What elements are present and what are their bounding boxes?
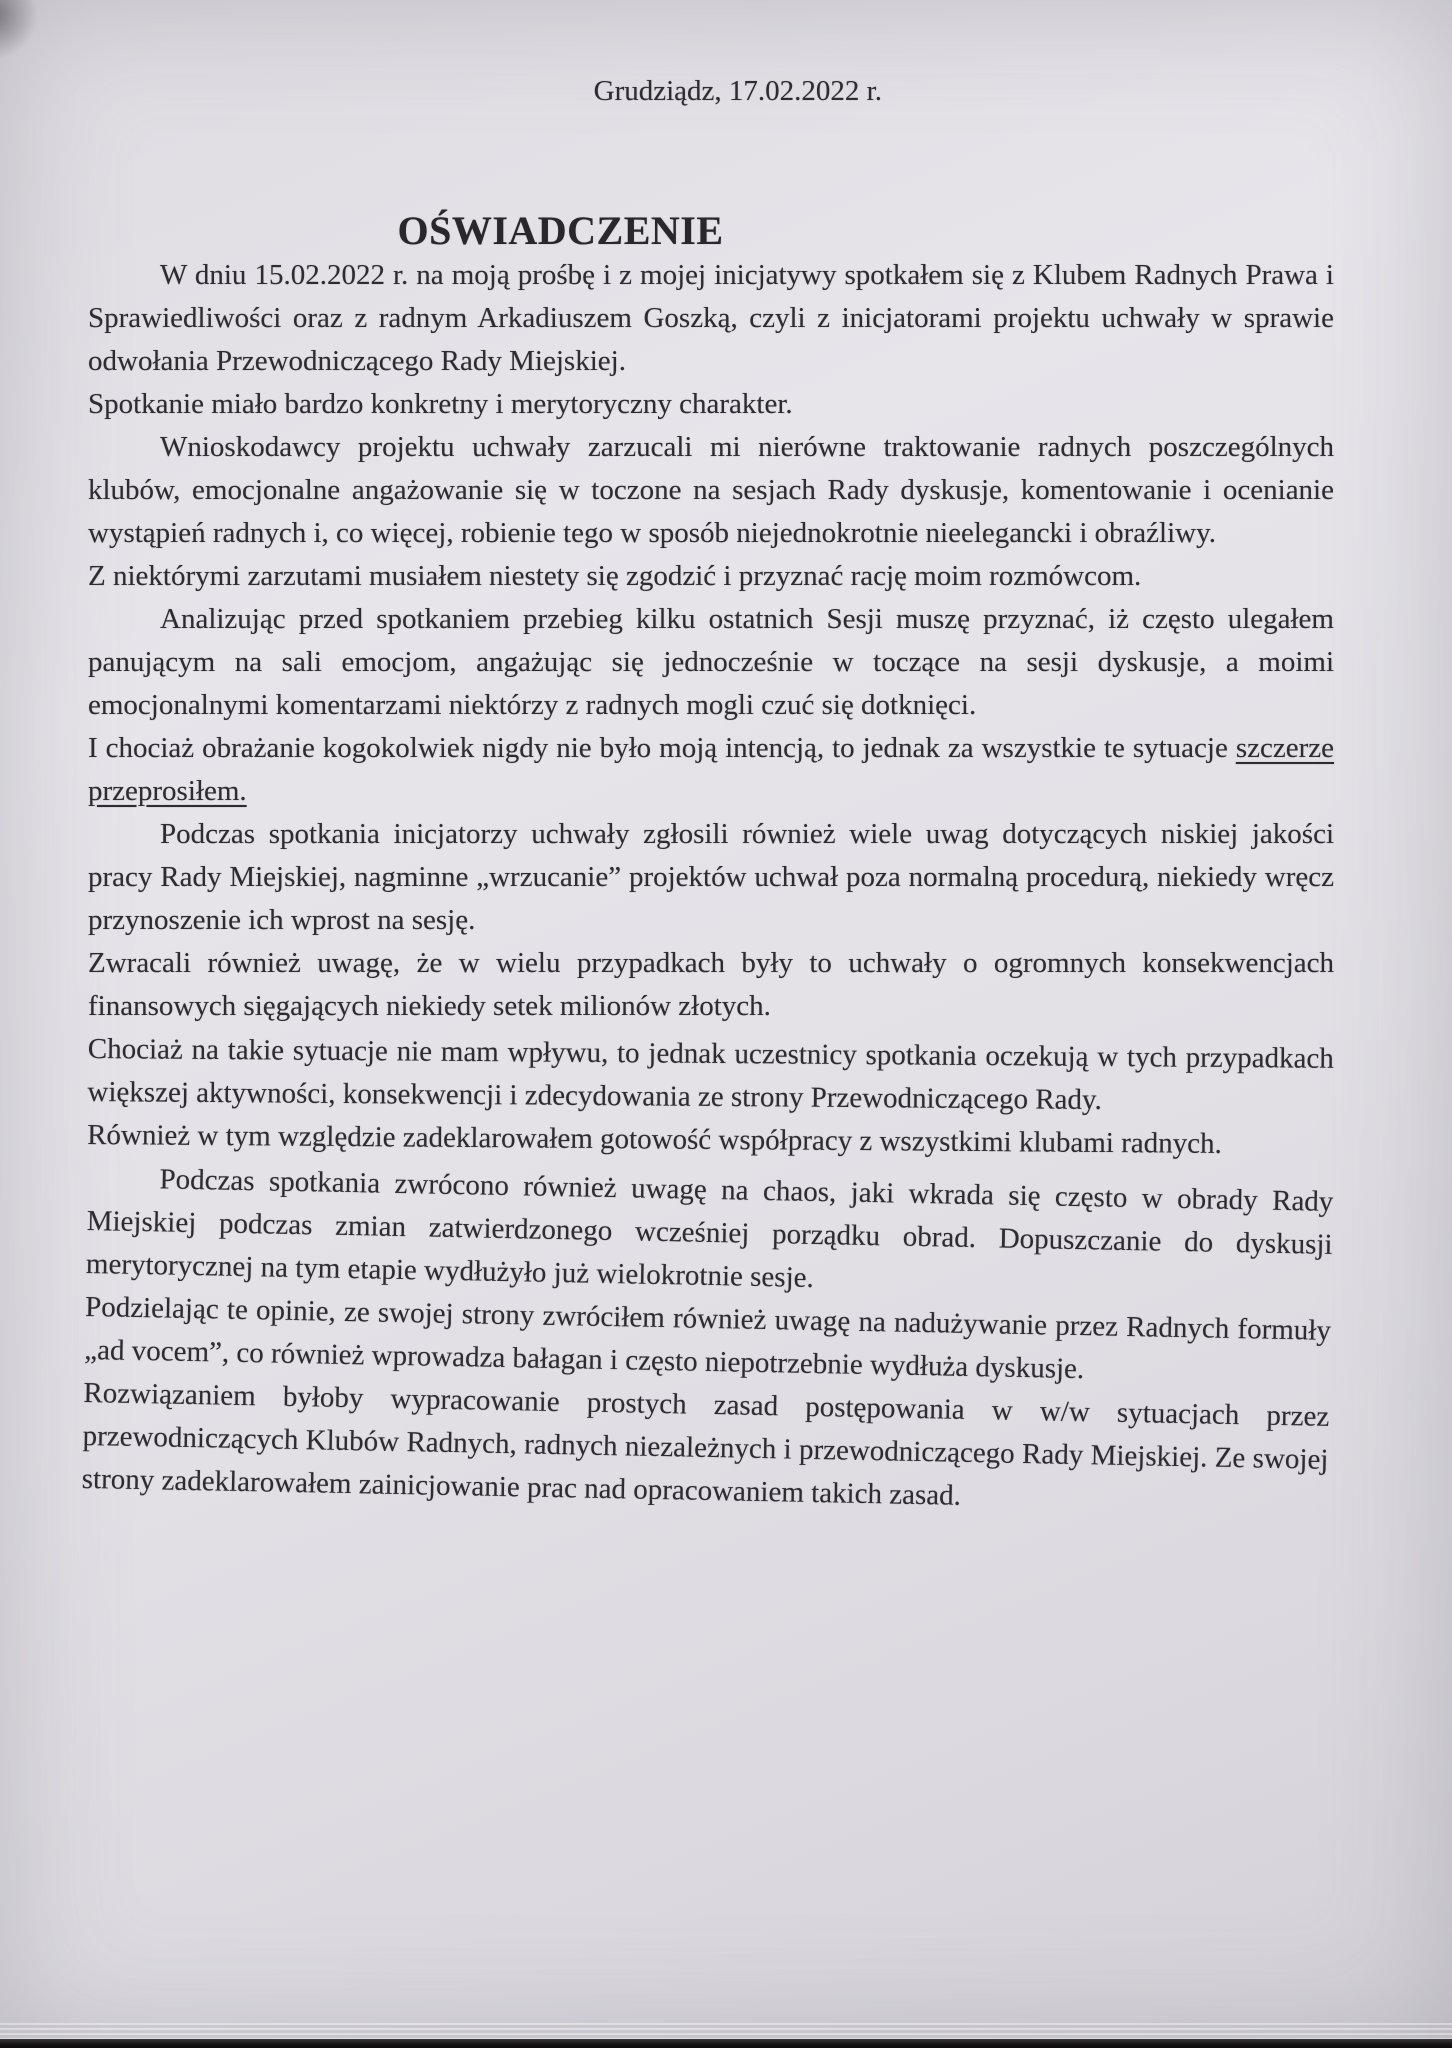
paragraph-cooperation-declaration: Również w tym względzie zadeklarowałem gotowość współpracy z wszystkimi klubami radnych. <box>87 1118 1222 1160</box>
paragraph-meeting-character: Spotkanie miało bardzo konkretny i merytoryczny charakter. <box>88 388 793 420</box>
paragraph-council-quality: Podczas spotkania inicjatorzy uchwały zgłosili również wiele uwag dotyczących niskiej jakości pracy Rady Miejskiej, nagminne „wrzucanie” projektów uchwał poza normalną procedurą, niekiedy wręcz przynoszenie ich wprost na sesję. <box>88 818 1334 936</box>
paragraph-accusations: Wnioskodawcy projektu uchwały zarzucali mi nierówne traktowanie radnych poszczególnych klubów, emocjonalne angażowanie się w toczone na sesjach Rady dyskusje, komentowanie i ocenianie wystąpień radnych i, co więcej, robienie tego w sposób niejednokrotnie nieelegancki i obraźliwy. <box>88 431 1334 549</box>
paper-edge-texture <box>0 2023 1452 2039</box>
dateline: Grudziądz, 17.02.2022 r. <box>593 75 882 107</box>
apology-text: I chociaż obrażanie kogokolwiek nigdy nie było moją intencją, to jednak za wszystkie te sytuacje <box>88 732 1236 764</box>
paragraph-financial-consequences: Zwracali również uwagę, że w wielu przypadkach były to uchwały o ogromnych konsekwencjach finansowych sięgających niekiedy setek milionów złotych. <box>88 947 1334 1022</box>
paragraph-apology <box>88 727 1334 813</box>
paragraph-admission: Z niektórymi zarzutami musiałem niestety się zgodzić i przyznać rację moim rozmówcom. <box>88 560 1142 592</box>
paragraph-ad-vocem: Podzielając te opinie, ze swojej strony zwróciłem również uwagę na nadużywanie przez Radnych formuły „ad vocem”, co również wprowadza bałagan i często niepotrzebnie wydłuża dyskusje. <box>83 1290 1332 1386</box>
middle-section <box>87 1028 1334 1167</box>
paragraph-self-analysis: Analizując przed spotkaniem przebieg kilku ostatnich Sesji muszę przyznać, iż często ulegałem panującym na sali emocjom, angażując się jednocześnie w toczące na sesji dyskusje, a moimi emocjonalnymi komentarzami niektórzy z radnych mogli czuć się dotknięci. <box>88 603 1334 721</box>
underlined-phrase: szczerze przeprosiłem. <box>88 732 1334 807</box>
photo-bottom-edge <box>0 2039 1452 2048</box>
paragraph-meeting-intro: W dniu 15.02.2022 r. na moją prośbę i z mojej inicjatywy spotkałem się z Klubem Radnych Prawa i Sprawiedliwości oraz z radnym Arkadiuszem Goszką, czyli z inicjatorami projektu uchwały w sprawie odwołania Przewodniczącego Rady Miejskiej. <box>88 259 1334 377</box>
paragraph-solution: Rozwiązaniem byłoby wypracowanie prostych zasad postępowania w w/w sytuacjach przez przewodniczących Klubów Radnych, radnych niezależnych i przewodniczącego Rady Miejskiej. Ze swojej strony zadeklarowałem zainicjowanie prac nad opracowaniem takich zasad. <box>81 1376 1330 1512</box>
paragraph-chaos-agenda: Podczas spotkania zwrócono również uwagę na chaos, jaki wkrada się często w obrady Rady Miejskiej podczas zmian zatwierdzonego wcześniej porządku obrad. Dopuszczanie do dyskusji merytorycznej na tym etapie wydłużyło już wielokrotnie sesje. <box>85 1163 1334 1294</box>
bottom-section <box>81 1157 1333 1525</box>
document-title: OŚWIADCZENIE <box>397 208 724 253</box>
paragraph-expectations: Chociaż na takie sytuacje nie mam wpływu, to jednak uczestnicy spotkania oczekują w tych przypadkach większej aktywności, konsekwencji i zdecydowania ze strony Przewodniczącego Rady. <box>87 1032 1334 1116</box>
